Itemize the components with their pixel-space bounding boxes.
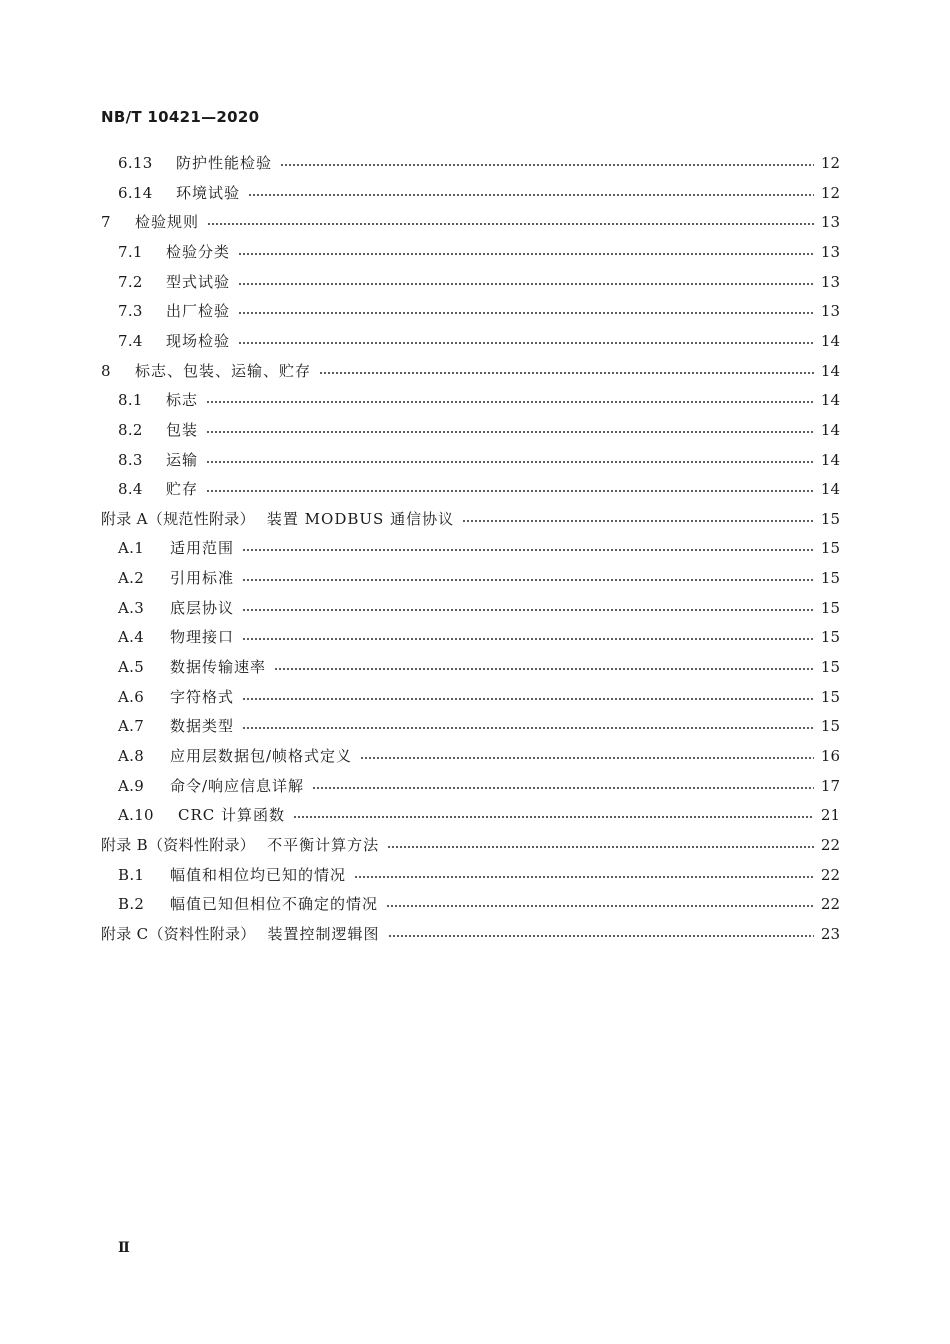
toc-entry-page: 14 [820, 480, 840, 499]
toc-entry-page: 15 [820, 598, 840, 617]
toc-entry-page: 22 [820, 865, 840, 884]
toc-entry-number: 8 [101, 361, 111, 380]
dot-leader [293, 816, 814, 818]
toc-entry-number: 7.3 [118, 302, 143, 321]
toc-entry-number: A.9 [118, 776, 145, 795]
toc-entry[interactable] [118, 596, 840, 620]
toc-entry-title: 应用层数据包/帧格式定义 [170, 747, 353, 765]
toc-entry-number: A.1 [118, 539, 145, 558]
dot-leader [248, 194, 814, 196]
dot-leader [388, 935, 814, 937]
toc-entry[interactable] [101, 922, 840, 946]
toc-entry-page: 16 [820, 747, 840, 765]
toc-entry[interactable] [101, 507, 840, 531]
toc-entry-number: A.3 [118, 598, 145, 617]
toc-entry-page: 22 [820, 895, 840, 914]
toc-entry-number: A.5 [118, 658, 145, 677]
toc-entry-page: 22 [820, 835, 840, 854]
toc-entry-number: B.1 [118, 865, 145, 884]
dot-leader [206, 461, 814, 463]
toc-entry-number: A.2 [118, 569, 145, 588]
toc-entry-title: 检验分类 [166, 242, 231, 261]
toc-entry-number: 7.2 [118, 272, 143, 291]
toc-entry-number: 7 [101, 213, 111, 232]
toc-entry-title: 不平衡计算方法 [267, 835, 380, 854]
toc-entry-page: 21 [820, 806, 840, 825]
dot-leader [312, 787, 814, 789]
toc-entry-title: 标志、包装、运输、贮存 [135, 361, 312, 380]
toc-entry-title: 数据传输速率 [170, 658, 267, 677]
toc-entry[interactable] [118, 655, 840, 679]
toc-entry-number: A.10 [118, 806, 154, 825]
toc-entry-title: 防护性能检验 [176, 154, 273, 172]
toc-entry[interactable] [118, 418, 840, 442]
toc-entry-page: 14 [820, 450, 840, 469]
toc-entry-title: 幅值已知但相位不确定的情况 [170, 895, 379, 914]
toc-entry-title: 数据类型 [170, 717, 235, 736]
toc-entry-number: 6.13 [118, 154, 153, 172]
toc-entry[interactable] [118, 448, 840, 472]
toc-entry[interactable] [118, 181, 840, 205]
dot-leader [319, 372, 814, 374]
toc-entry-page: 15 [820, 628, 840, 647]
dot-leader [238, 283, 814, 285]
toc-entry-number: 7.1 [118, 242, 143, 261]
toc-entry-title: 包装 [166, 420, 199, 439]
toc-entry[interactable] [118, 625, 840, 649]
toc-entry[interactable] [101, 833, 840, 857]
toc-entry-number: 附录 B（资料性附录） [101, 835, 256, 854]
toc-entry-number: A.8 [118, 747, 145, 765]
toc-entry[interactable] [118, 536, 840, 560]
toc-entry[interactable] [118, 566, 840, 590]
toc-entry-title: 装置控制逻辑图 [267, 924, 380, 943]
dot-leader [280, 164, 814, 166]
toc-entry-number: A.4 [118, 628, 145, 647]
toc-entry-page: 15 [820, 569, 840, 588]
toc-entry-title: 出厂检验 [166, 302, 231, 321]
toc-entry-number: A.6 [118, 687, 145, 706]
dot-leader [242, 698, 814, 700]
toc-entry-page: 13 [820, 272, 840, 291]
toc-entry-title: CRC 计算函数 [178, 806, 286, 825]
toc-entry-page: 17 [820, 776, 840, 795]
toc-entry-page: 14 [820, 331, 840, 350]
toc-entry[interactable] [118, 477, 840, 501]
toc-entry[interactable] [118, 388, 840, 412]
toc-entry-title: 底层协议 [170, 598, 235, 617]
toc-entry-title: 引用标准 [170, 569, 235, 588]
toc-entry-number: B.2 [118, 895, 145, 914]
document-code-header: NB/T 10421—2020 [101, 108, 260, 126]
toc-entry-number: 8.4 [118, 480, 143, 499]
toc-entry-number: 7.4 [118, 331, 143, 350]
toc-entry-page: 23 [820, 924, 840, 943]
toc-entry[interactable] [118, 685, 840, 709]
toc-entry-title: 物理接口 [170, 628, 235, 647]
toc-entry-number: 6.14 [118, 183, 153, 202]
dot-leader [354, 876, 814, 878]
toc-entry-title: 运输 [166, 450, 199, 469]
toc-entry-page: 13 [820, 213, 840, 232]
toc-entry-title: 装置 MODBUS 通信协议 [266, 509, 455, 528]
toc-entry-number: 附录 C（资料性附录） [101, 924, 256, 943]
dot-leader [238, 312, 814, 314]
toc-entry[interactable] [118, 240, 840, 264]
toc-entry-page: 14 [820, 420, 840, 439]
toc-entry-number: 8.2 [118, 420, 143, 439]
dot-leader [274, 668, 814, 670]
toc-entry-page: 15 [820, 509, 840, 528]
toc-entry[interactable] [118, 151, 840, 175]
toc-entry-title: 幅值和相位均已知的情况 [170, 865, 347, 884]
dot-leader [238, 253, 814, 255]
toc-entry-number: 附录 A（规范性附录） [101, 509, 255, 528]
toc-entry[interactable] [101, 210, 840, 234]
page-number: Ⅱ [118, 1240, 130, 1256]
dot-leader [207, 223, 814, 225]
toc-entry[interactable] [118, 892, 840, 916]
toc-entry-page: 15 [820, 658, 840, 677]
dot-leader [242, 609, 814, 611]
toc-entry[interactable] [118, 329, 840, 353]
toc-entry-number: A.7 [118, 717, 145, 736]
toc-entry-number: 8.1 [118, 391, 143, 410]
dot-leader [206, 431, 814, 433]
toc-entry-title: 现场检验 [166, 331, 231, 350]
toc-entry-title: 适用范围 [170, 539, 235, 558]
toc-entry-number: 8.3 [118, 450, 143, 469]
toc-entry[interactable] [118, 774, 840, 798]
dot-leader [206, 490, 814, 492]
toc-entry-page: 12 [820, 154, 840, 172]
dot-leader [242, 579, 814, 581]
toc-entry[interactable] [118, 299, 840, 323]
toc-entry-title: 贮存 [166, 480, 199, 499]
toc-entry-page: 15 [820, 687, 840, 706]
toc-entry-page: 12 [820, 183, 840, 202]
toc-entry[interactable] [118, 714, 840, 738]
toc-entry[interactable] [118, 270, 840, 294]
toc-entry[interactable] [118, 744, 840, 768]
toc-entry-title: 标志 [166, 391, 199, 410]
toc-entry[interactable] [118, 863, 840, 887]
toc-entry-page: 15 [820, 539, 840, 558]
dot-leader [360, 757, 814, 759]
dot-leader [462, 520, 814, 522]
toc-entry-page: 14 [820, 361, 840, 380]
dot-leader [386, 905, 814, 907]
dot-leader [238, 342, 814, 344]
toc-entry[interactable] [101, 359, 840, 383]
dot-leader [206, 401, 814, 403]
toc-entry-title: 型式试验 [166, 272, 231, 291]
toc-entry-page: 14 [820, 391, 840, 410]
dot-leader [242, 549, 814, 551]
toc-entry-page: 13 [820, 242, 840, 261]
toc-entry-title: 字符格式 [170, 687, 235, 706]
toc-entry-title: 检验规则 [135, 213, 200, 232]
toc-entry[interactable] [118, 803, 840, 827]
toc-entry-title: 环境试验 [176, 183, 241, 202]
dot-leader [387, 846, 814, 848]
dot-leader [242, 638, 814, 640]
toc-entry-title: 命令/响应信息详解 [170, 776, 305, 795]
dot-leader [242, 727, 814, 729]
toc-entry-page: 13 [820, 302, 840, 321]
toc-entry-page: 15 [820, 717, 840, 736]
